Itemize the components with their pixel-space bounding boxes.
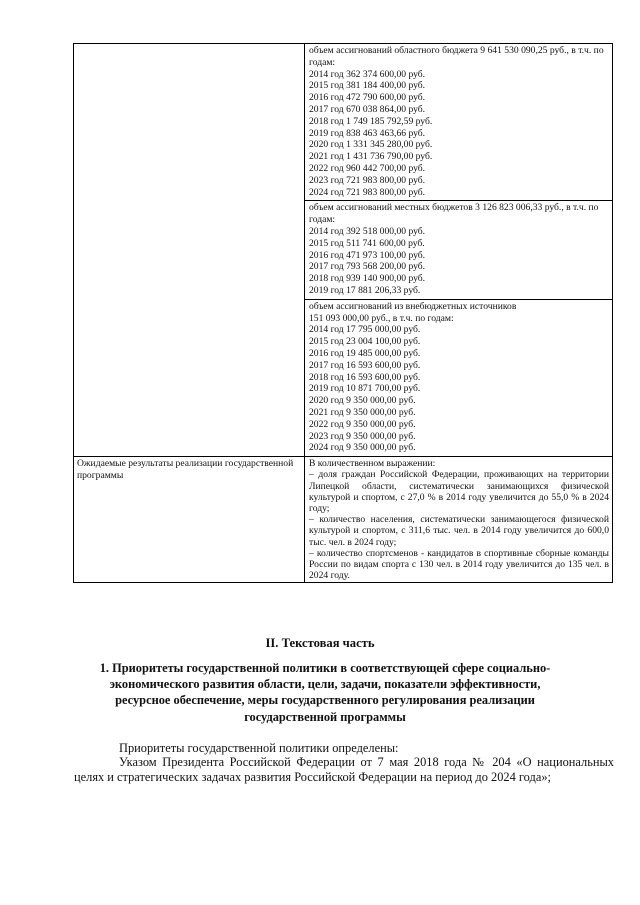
extra-budget-block [305, 299, 612, 456]
regional-budget-block [305, 44, 612, 200]
program-passport-table [73, 43, 613, 583]
result-item: В количественном выражении: [309, 458, 436, 470]
funding-row [74, 44, 613, 457]
results-text [305, 457, 612, 582]
extra-budget-years [309, 324, 609, 454]
year-allocation-line: 2014 год 362 374 600,00 руб. [309, 68, 426, 80]
year-allocation-line: 2024 год 9 350 000,00 руб. [309, 442, 416, 454]
paragraph-priorities: Приоритеты государственной политики определены: [119, 741, 399, 755]
results-row [74, 457, 613, 583]
paragraph-decree: Указом Президента Российской Федерации от 7 мая 2018 года № 204 «О национальных целях и стратегических задачах развития Российской Федерации на период до 2024 года»; [74, 755, 614, 785]
result-item: – количество населения, систематически занимающегося физической культурой и спортом, с 311,6 тыс. чел. в 2014 году увеличится до 600,0 тыс. чел. в 2024 году; [309, 514, 609, 548]
year-allocation-line: 2017 год 793 568 200,00 руб. [309, 261, 426, 273]
year-allocation-line: 2023 год 721 983 800,00 руб. [309, 174, 426, 186]
year-allocation-line: 2021 год 9 350 000,00 руб. [309, 406, 416, 418]
year-allocation-line: 2015 год 511 741 600,00 руб. [309, 237, 425, 249]
extra-budget-intro-line2: 151 093 000,00 руб., в т.ч. по годам: [309, 312, 454, 324]
year-allocation-line: 2015 год 381 184 400,00 руб. [309, 80, 426, 92]
subsection-title: 1. Приоритеты государственной политики в соответствующей сфере социально-экономического развития области, цели, задачи, показатели эффективности, ресурсное обеспечение, меры государственного регулирования реализации государственной программы [99, 661, 551, 724]
year-allocation-line: 2014 год 392 518 000,00 руб. [309, 225, 426, 237]
year-allocation-line: 2019 год 10 871 700,00 руб. [309, 383, 421, 395]
local-budget-block [305, 200, 612, 298]
year-allocation-line: 2017 год 16 593 600,00 руб. [309, 359, 421, 371]
year-allocation-line: 2024 год 721 983 800,00 руб. [309, 186, 426, 198]
result-item: – количество спортсменов - кандидатов в спортивные сборные команды России по видам спорта с 130 чел. в 2014 году увеличится до 135 чел. в 2024 году. [309, 547, 609, 582]
year-allocation-line: 2014 год 17 795 000,00 руб. [309, 324, 421, 336]
extra-budget-intro-line1: объем ассигнований из внебюджетных источников [309, 300, 517, 312]
regional-budget-intro: объем ассигнований областного бюджета 9 641 530 090,25 руб., в т.ч. по годам: [309, 45, 604, 68]
year-allocation-line: 2016 год 472 790 600,00 руб. [309, 92, 426, 104]
year-allocation-line: 2017 год 670 038 864,00 руб. [309, 103, 426, 115]
result-item: – доля граждан Российской Федерации, проживающих на территории Липецкой области, систематически занимающихся физической культурой и спортом, с 27,0 % в 2014 году увеличится до 55,0 % в 2024 году; [309, 469, 609, 514]
year-allocation-line: 2020 год 9 350 000,00 руб. [309, 395, 416, 407]
year-allocation-line: 2020 год 1 331 345 280,00 руб. [309, 139, 433, 151]
year-allocation-line: 2018 год 1 749 185 792,59 руб. [309, 115, 433, 127]
year-allocation-line: 2016 год 471 973 100,00 руб. [309, 249, 426, 261]
results-cell [305, 457, 613, 583]
year-allocation-line: 2018 год 16 593 600,00 руб. [309, 371, 421, 383]
results-label: Ожидаемые результаты реализации государственной программы [74, 457, 305, 583]
year-allocation-line: 2023 год 9 350 000,00 руб. [309, 430, 416, 442]
regional-budget-years [309, 69, 609, 199]
empty-label-cell [74, 44, 305, 457]
year-allocation-line: 2016 год 19 485 000,00 руб. [309, 347, 421, 359]
year-allocation-line: 2015 год 23 004 100,00 руб. [309, 336, 421, 348]
year-allocation-line: 2022 год 960 442 700,00 руб. [309, 162, 426, 174]
funding-cell [305, 44, 613, 457]
year-allocation-line: 2019 год 17 881 206,33 руб. [309, 284, 421, 296]
year-allocation-line: 2019 год 838 463 463,66 руб. [309, 127, 426, 139]
year-allocation-line: 2021 год 1 431 736 790,00 руб. [309, 151, 433, 163]
year-allocation-line: 2022 год 9 350 000,00 руб. [309, 418, 416, 430]
local-budget-years [309, 226, 609, 297]
section-title: II. Текстовая часть [265, 636, 375, 650]
local-budget-intro: объем ассигнований местных бюджетов 3 126 823 006,33 руб., в т.ч. по годам: [309, 202, 599, 226]
year-allocation-line: 2018 год 939 140 900,00 руб. [309, 273, 426, 285]
